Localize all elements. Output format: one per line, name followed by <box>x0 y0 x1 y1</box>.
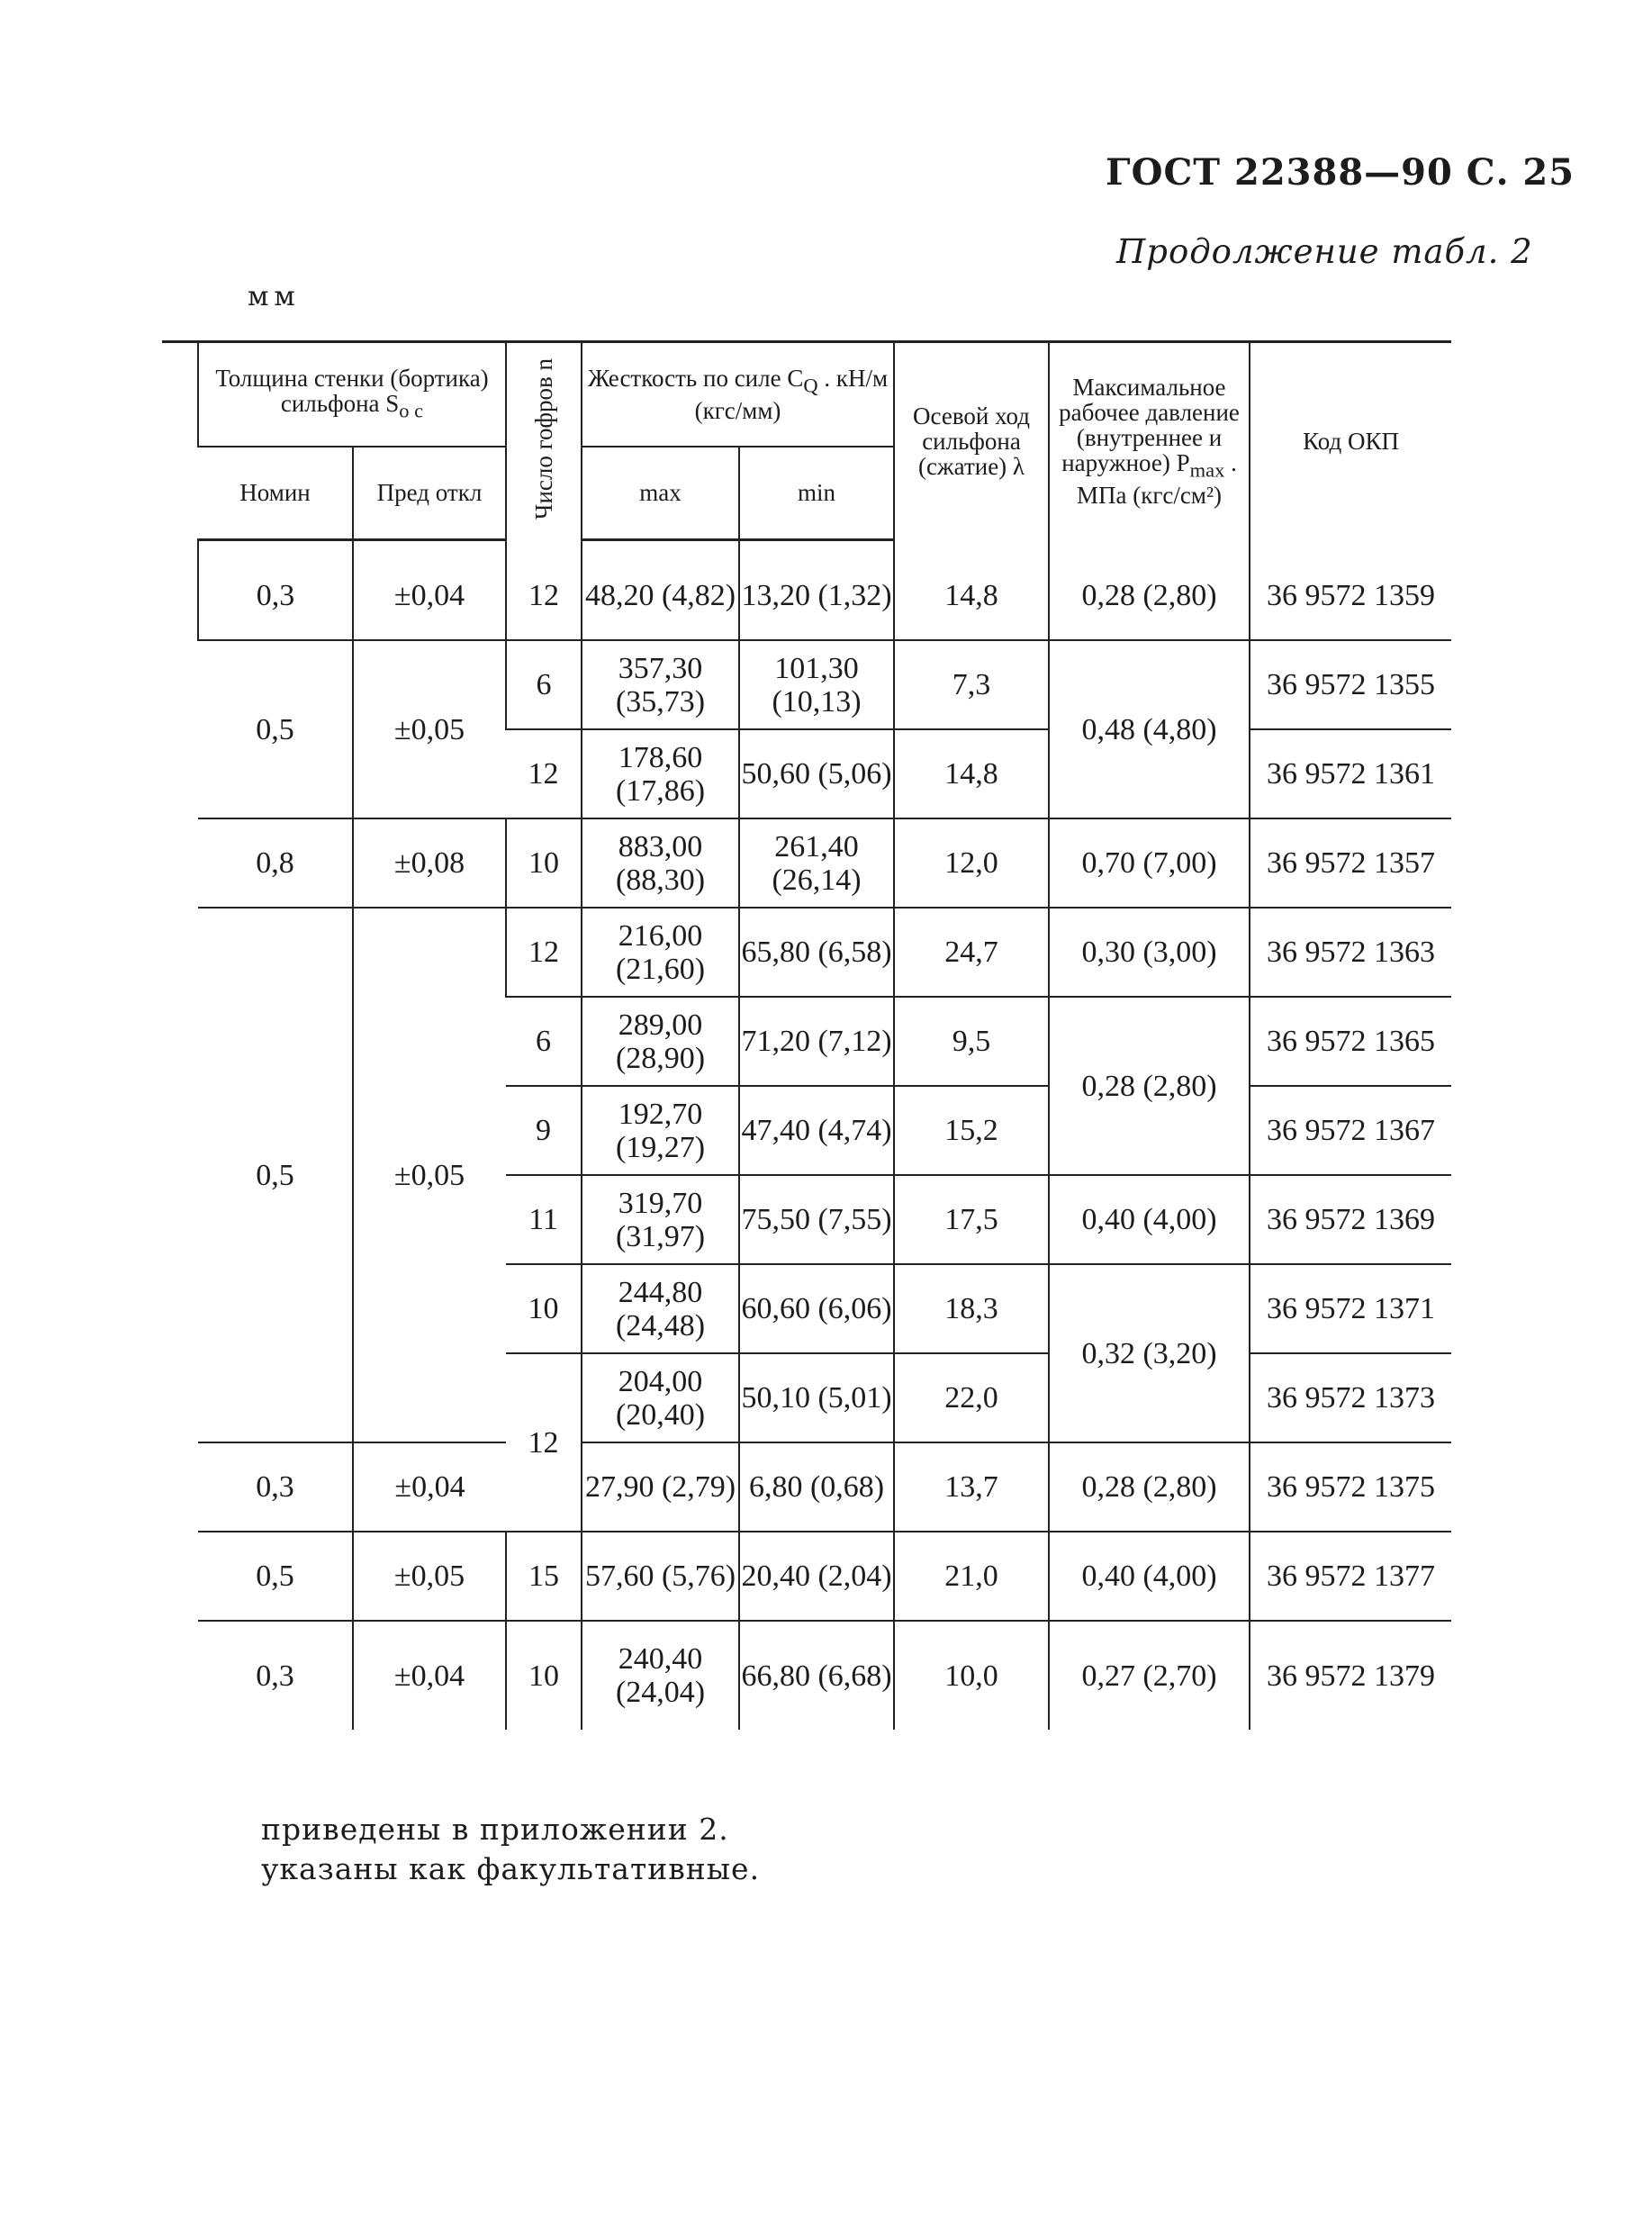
okp-code: 36 9572 1365 <box>1250 997 1451 1086</box>
stiffness-max: 57,60 (5,76) <box>582 1532 739 1621</box>
corrugation-count: 6 <box>506 640 582 729</box>
table-row <box>162 1442 1451 1532</box>
header-min: min <box>739 447 894 540</box>
stiffness-min: 261,40 (26,14) <box>739 818 894 908</box>
max-pressure: 0,27 (2,70) <box>1049 1621 1250 1730</box>
table-row <box>162 640 1451 729</box>
table-continuation-label: Продолжение табл. 2 <box>1116 232 1533 271</box>
stiffness-max: 289,00 (28,90) <box>582 997 739 1086</box>
header-nominal: Номин <box>198 447 353 540</box>
thickness-nominal: 0,5 <box>198 908 353 1442</box>
table-margin-cell <box>162 540 198 553</box>
stiffness-min: 47,40 (4,74) <box>739 1086 894 1175</box>
thickness-nominal: 0,5 <box>198 1532 353 1621</box>
table-margin-cell <box>162 552 198 1730</box>
footnote-line-1: приведены в приложении 2. <box>261 1812 729 1847</box>
table-row <box>162 1621 1451 1730</box>
okp-code: 36 9572 1359 <box>1250 552 1451 640</box>
thickness-nominal: 0,5 <box>198 640 353 818</box>
thickness-tolerance: ±0,04 <box>353 1442 506 1532</box>
max-pressure: 0,40 (4,00) <box>1049 1532 1250 1621</box>
okp-code: 36 9572 1373 <box>1250 1353 1451 1442</box>
max-pressure: 0,28 (2,80) <box>1049 552 1250 640</box>
stiffness-max: 244,80 (24,48) <box>582 1264 739 1353</box>
axial-stroke: 22,0 <box>894 1353 1049 1442</box>
stiffness-min: 71,20 (7,12) <box>739 997 894 1086</box>
corrugation-count: 12 <box>506 1353 582 1532</box>
okp-code: 36 9572 1363 <box>1250 908 1451 997</box>
header-max: max <box>582 447 739 540</box>
thickness-nominal: 0,8 <box>198 818 353 908</box>
axial-stroke: 14,8 <box>894 552 1049 640</box>
thickness-nominal: 0,3 <box>256 1659 294 1693</box>
table-row <box>162 908 1451 997</box>
stiffness-min: 65,80 (6,58) <box>739 908 894 997</box>
corrugation-count: 10 <box>506 818 582 908</box>
thickness-nominal: 0,3 <box>198 1442 353 1532</box>
okp-code: 36 9572 1371 <box>1250 1264 1451 1353</box>
page-header: ГОСТ 22388—90 С. 25 <box>1106 151 1575 194</box>
header-max-pressure: Максимальное рабочее давление (внутреннее и наружное) $P_{max}$ . МПа (кгс/см²) <box>1049 342 1250 540</box>
stiffness-min: 101,30 (10,13) <box>739 640 894 729</box>
max-pressure: 0,48 (4,80) <box>1049 640 1250 818</box>
corrugation-count: 10 <box>506 1264 582 1353</box>
table-row <box>162 552 1451 640</box>
stiffness-max: 192,70 (19,27) <box>582 1086 739 1175</box>
stiffness-max: 27,90 (2,79) <box>582 1442 739 1532</box>
stiffness-max: 204,00 (20,40) <box>582 1353 739 1442</box>
max-pressure: 0,30 (3,00) <box>1049 908 1250 997</box>
stiffness-min: 75,50 (7,55) <box>739 1175 894 1264</box>
axial-stroke: 18,3 <box>894 1264 1049 1353</box>
max-pressure: 0,32 (3,20) <box>1049 1264 1250 1442</box>
okp-code: 36 9572 1361 <box>1250 729 1451 818</box>
stiffness-min: 66,80 (6,68) <box>739 1621 894 1730</box>
okp-code: 36 9572 1355 <box>1250 640 1451 729</box>
stiffness-min: 6,80 (0,68) <box>739 1442 894 1532</box>
thickness-tolerance: ±0,04 <box>353 1621 506 1730</box>
stiffness-min: 13,20 (1,32) <box>739 552 894 640</box>
header-corrugations: Число гофров n <box>506 342 582 540</box>
stiffness-max: 240,40 (24,04) <box>582 1621 739 1730</box>
axial-stroke: 10,0 <box>894 1621 1049 1730</box>
corrugation-count: 10 <box>506 1621 582 1730</box>
okp-code: 36 9572 1367 <box>1250 1086 1451 1175</box>
axial-stroke: 9,5 <box>894 997 1049 1086</box>
header-okp-code: Код ОКП <box>1250 342 1451 540</box>
axial-stroke: 17,5 <box>894 1175 1049 1264</box>
okp-code: 36 9572 1379 <box>1250 1621 1451 1730</box>
corrugation-count: 6 <box>506 997 582 1086</box>
stiffness-min: 50,60 (5,06) <box>739 729 894 818</box>
axial-stroke: 13,7 <box>894 1442 1049 1532</box>
table-row <box>162 1532 1451 1621</box>
header-tolerance: Пред откл <box>353 447 506 540</box>
max-pressure: 0,28 (2,80) <box>1049 1442 1250 1532</box>
okp-code: 36 9572 1357 <box>1250 818 1451 908</box>
okp-code: 36 9572 1369 <box>1250 1175 1451 1264</box>
stiffness-min: 50,10 (5,01) <box>739 1353 894 1442</box>
axial-stroke: 24,7 <box>894 908 1049 997</box>
thickness-tolerance: ±0,05 <box>353 1532 506 1621</box>
max-pressure: 0,70 (7,00) <box>1049 818 1250 908</box>
corrugation-count: 9 <box>506 1086 582 1175</box>
stiffness-max: 319,70 (31,97) <box>582 1175 739 1264</box>
axial-stroke: 21,0 <box>894 1532 1049 1621</box>
stiffness-max: 216,00 (21,60) <box>582 908 739 997</box>
thickness-tolerance: ±0,04 <box>353 552 506 640</box>
corrugation-count: 12 <box>506 552 582 640</box>
stiffness-max: 883,00 (88,30) <box>582 818 739 908</box>
corrugation-count: 11 <box>506 1175 582 1264</box>
bellows-parameters-table <box>162 340 1451 1730</box>
thickness-tolerance: ±0,05 <box>353 640 506 818</box>
max-pressure: 0,28 (2,80) <box>1049 997 1250 1175</box>
thickness-tolerance: ±0,08 <box>353 818 506 908</box>
axial-stroke: 12,0 <box>894 818 1049 908</box>
stiffness-min: 60,60 (6,06) <box>739 1264 894 1353</box>
header-wall-thickness: Толщина стенки (бортика) сильфона $S_{о с}$ <box>198 342 506 447</box>
okp-code: 36 9572 1377 <box>1250 1532 1451 1621</box>
corrugation-count: 12 <box>506 908 582 997</box>
corrugation-count: 12 <box>506 729 582 818</box>
stiffness-max: 48,20 (4,82) <box>582 552 739 640</box>
footnote-line-2: указаны как факультативные. <box>261 1851 761 1886</box>
axial-stroke: 7,3 <box>894 640 1049 729</box>
stiffness-max: 178,60 (17,86) <box>582 729 739 818</box>
thickness-nominal: 0,3 <box>198 552 353 640</box>
corrugation-count: 15 <box>506 1532 582 1621</box>
axial-stroke: 15,2 <box>894 1086 1049 1175</box>
table-margin-cell <box>162 342 198 540</box>
stiffness-max: 357,30 (35,73) <box>582 640 739 729</box>
axial-stroke: 14,8 <box>894 729 1049 818</box>
header-axial-stroke: Осевой ход сильфона (сжатие) λ <box>894 342 1049 540</box>
max-pressure: 0,40 (4,00) <box>1049 1175 1250 1264</box>
thickness-tolerance: ±0,05 <box>353 908 506 1442</box>
unit-label: мм <box>248 281 301 312</box>
table-row <box>162 818 1451 908</box>
okp-code: 36 9572 1375 <box>1250 1442 1451 1532</box>
header-stiffness: Жесткость по силе $C_Q$ . кН/м (кгс/мм) <box>582 342 894 447</box>
stiffness-min: 20,40 (2,04) <box>739 1532 894 1621</box>
